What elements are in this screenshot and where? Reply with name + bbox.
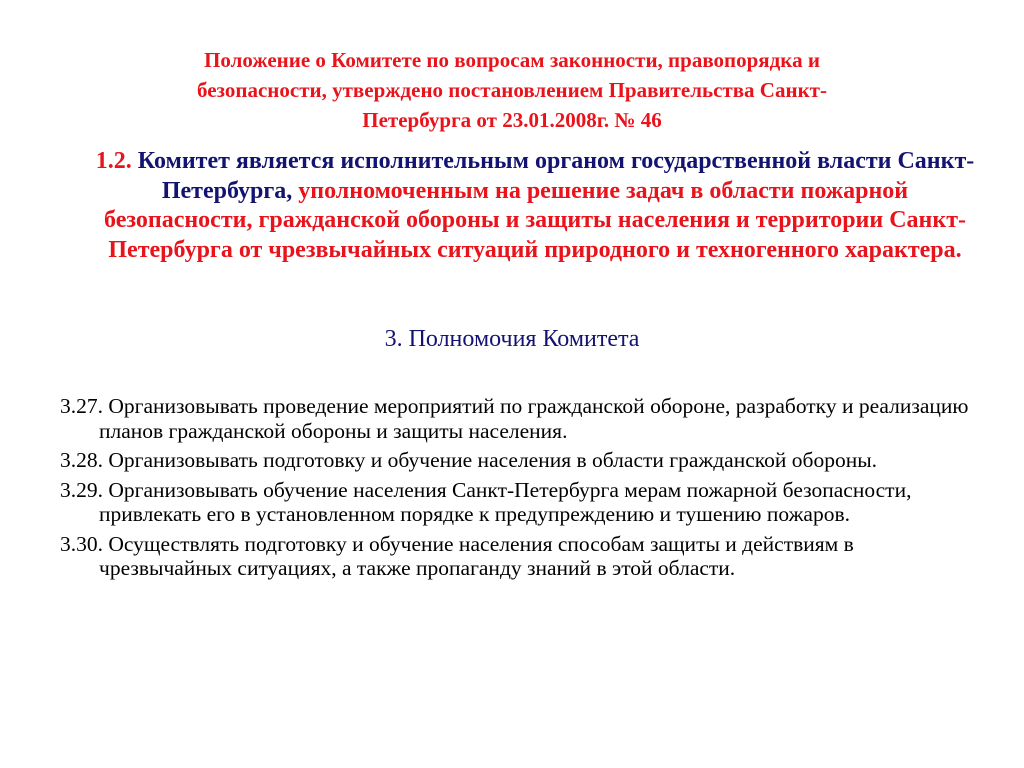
- point-1-2-number: 1.2.: [95, 148, 132, 174]
- slide-title: [110, 45, 914, 135]
- point-1-2-paragraph: [85, 147, 985, 265]
- power-item-3-27: 3.27. Организовывать проведение мероприятий по гражданской обороне, разработку и реализацию планов гражданской обороны и защиты населения.: [60, 394, 969, 443]
- title-line-1: Положение о Комитете по вопросам законности, правопорядка и: [204, 48, 820, 72]
- power-item-3-28: 3.28. Организовывать подготовку и обучение населения в области гражданской обороны.: [60, 448, 878, 472]
- point-1-2-blue-text: Комитет является исполнительным органом государственной власти Санкт-Петербурга,: [137, 148, 975, 204]
- title-line-2: безопасности, утверждено постановлением Правительства Санкт-: [197, 78, 827, 102]
- section-heading: 3. Полномочия Комитета: [384, 326, 640, 352]
- point-1-2-red-text: уполномоченным на решение задач в области пожарной безопасности, гражданской обороны и защиты населения и территории Санкт-Петербурга от чрезвычайных ситуаций природного и техногенного характера.: [104, 177, 966, 263]
- power-item-3-30: 3.30. Осуществлять подготовку и обучение населения способам защиты и действиям в чрезвычайных ситуациях, а также пропаганду знаний в этой области.: [60, 531, 854, 580]
- power-item-3-29: 3.29. Организовывать обучение населения Санкт-Петербурга мерам пожарной безопасности, привлекать его в установленном порядке к предупреждению и тушению пожаров.: [60, 477, 912, 526]
- title-line-3: Петербурга от 23.01.2008г. № 46: [362, 108, 662, 132]
- powers-list: [60, 394, 980, 586]
